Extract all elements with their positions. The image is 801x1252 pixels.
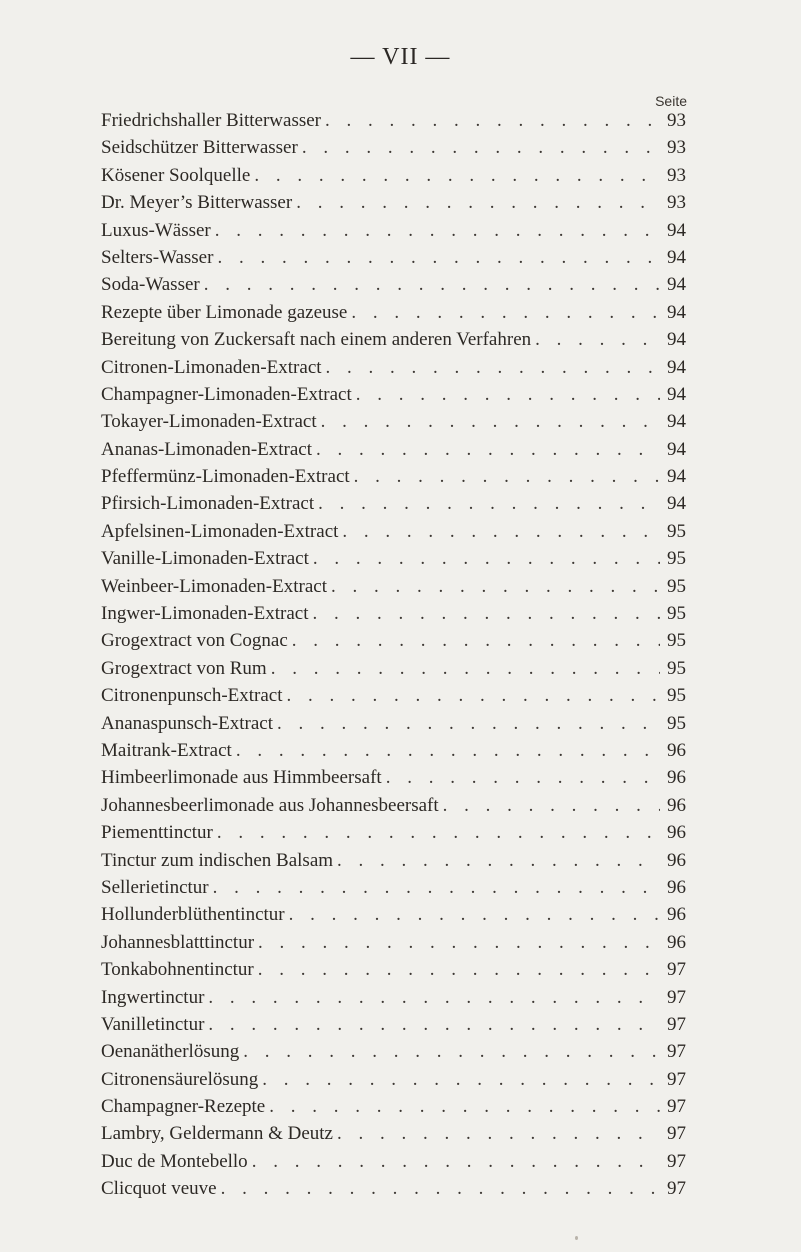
toc-entry [101, 329, 686, 356]
toc-entry-page: 94 [667, 301, 686, 323]
toc-entry-page: 94 [667, 329, 686, 351]
toc-entry-page: 97 [667, 1041, 686, 1063]
toc-entry-page: 96 [667, 876, 686, 898]
toc-entry-title: Pfeffermünz-Limonaden-Extract [101, 466, 350, 488]
toc-entry [101, 548, 686, 575]
toc-entry [101, 850, 686, 877]
toc-entry-title: Soda-Wasser [101, 274, 200, 296]
toc-entry [101, 1151, 686, 1178]
toc-entry [101, 685, 686, 712]
dot-leader [337, 1123, 660, 1145]
toc-entry-page: 95 [667, 520, 686, 542]
toc-entry-page: 97 [667, 1150, 686, 1172]
toc-entry [101, 740, 686, 767]
dot-leader [296, 192, 660, 214]
toc-entry-title: Clicquot veuve [101, 1178, 217, 1200]
toc-entry-title: Lambry, Geldermann & Deutz [101, 1123, 333, 1145]
toc-entry [101, 576, 686, 603]
toc-entry-title: Luxus-Wässer [101, 219, 211, 241]
toc-entry-page: 97 [667, 1068, 686, 1090]
toc-entry [101, 1178, 686, 1205]
dot-leader [292, 630, 660, 652]
toc-entry-title: Johannesblatttinctur [101, 931, 255, 953]
toc-entry-title: Ingwertinctur [101, 986, 205, 1008]
toc-entry [101, 713, 686, 740]
dot-leader [287, 685, 660, 707]
toc-entry-title: Pfirsich-Limonaden-Extract [101, 493, 315, 515]
toc-entry-page: 97 [667, 1178, 686, 1200]
toc-entry-title: Tokayer-Limonaden-Extract [101, 411, 317, 433]
toc-entry-page: 96 [667, 849, 686, 871]
toc-entry [101, 822, 686, 849]
toc-entry-page: 97 [667, 1096, 686, 1118]
toc-entry [101, 110, 686, 137]
toc-entry [101, 493, 686, 520]
toc-entry [101, 1096, 686, 1123]
toc-entry-page: 93 [667, 164, 686, 186]
toc-entry [101, 274, 686, 301]
toc-entry-page: 95 [667, 548, 686, 570]
toc-entry-title: Citronenpunsch-Extract [101, 685, 283, 707]
dot-leader [217, 822, 660, 844]
toc-entry [101, 192, 686, 219]
toc-entry-page: 94 [667, 246, 686, 268]
toc-entry-title: Tinctur zum indischen Balsam [101, 849, 334, 871]
toc-entry-title: Apfelsinen-Limonaden-Extract [101, 520, 339, 542]
toc-entry [101, 767, 686, 794]
toc-entry [101, 466, 686, 493]
toc-entry-title: Friedrichshaller Bitterwasser [101, 110, 322, 131]
toc-entry-title: Selters-Wasser [101, 246, 214, 268]
dot-leader [325, 110, 660, 132]
toc-entry [101, 165, 686, 192]
toc-entry-title: Seidschützer Bitterwasser [101, 137, 298, 159]
toc-entry-title: Himbeerlimonade aus Himmbeersaft [101, 767, 382, 789]
toc-entry [101, 987, 686, 1014]
toc-entry-title: Bereitung von Zuckersaft nach einem anderen Verfahren [101, 329, 532, 351]
dot-leader [289, 904, 660, 926]
toc-entry [101, 411, 686, 438]
toc-entry [101, 439, 686, 466]
toc-entry [101, 658, 686, 685]
dot-leader [342, 521, 660, 543]
toc-entry-page: 97 [667, 1013, 686, 1035]
dot-leader [443, 795, 660, 817]
toc-entry [101, 247, 686, 274]
toc-entry [101, 795, 686, 822]
toc-entry-title: Johannesbeerlimonade aus Johannesbeersaft [101, 794, 439, 816]
dot-leader [204, 274, 660, 296]
dot-leader [313, 548, 660, 570]
ink-speck [575, 1236, 578, 1240]
toc-entry [101, 904, 686, 931]
dot-leader [326, 357, 660, 379]
dot-leader [208, 1014, 660, 1036]
toc-entry-page: 94 [667, 383, 686, 405]
toc-entry-title: Ananas-Limonaden-Extract [101, 438, 313, 460]
toc-entry-title: Duc de Montebello [101, 1150, 248, 1172]
toc-entry-title: Ananaspunsch-Extract [101, 712, 273, 734]
toc-entry-title: Grogextract von Rum [101, 657, 267, 679]
toc-entry-title: Vanilletinctur [101, 1013, 205, 1035]
toc-entry [101, 603, 686, 630]
toc-entry [101, 1069, 686, 1096]
toc-entry [101, 521, 686, 548]
toc-entry-page: 97 [667, 959, 686, 981]
toc-entry-page: 95 [667, 630, 686, 652]
toc-entry [101, 1123, 686, 1150]
dot-leader [258, 932, 660, 954]
toc-entry [101, 932, 686, 959]
toc-entry [101, 357, 686, 384]
dot-leader [262, 1069, 660, 1091]
toc-entry [101, 220, 686, 247]
toc-entry [101, 1014, 686, 1041]
toc-entry-title: Maitrank-Extract [101, 739, 232, 761]
toc-entry [101, 302, 686, 329]
toc-entry-title: Sellerietinctur [101, 876, 209, 898]
toc-entry-page: 96 [667, 822, 686, 844]
toc-entry-page: 97 [667, 1123, 686, 1145]
toc-entry [101, 959, 686, 986]
toc-entry-page: 93 [667, 192, 686, 214]
toc-entry-title: Kösener Soolquelle [101, 164, 251, 186]
toc-entry-page: 95 [667, 712, 686, 734]
table-of-contents [101, 110, 686, 1206]
toc-entry-title: Tonkabohnentinctur [101, 959, 254, 981]
dot-leader [312, 603, 660, 625]
dot-leader [213, 877, 660, 899]
dot-leader [302, 137, 660, 159]
toc-entry-page: 95 [667, 685, 686, 707]
toc-entry-page: 96 [667, 794, 686, 816]
toc-entry-page: 94 [667, 274, 686, 296]
dot-leader [356, 384, 660, 406]
dot-leader [354, 466, 660, 488]
toc-entry-title: Ingwer-Limonaden-Extract [101, 603, 309, 625]
dot-leader [535, 329, 660, 351]
dot-leader [386, 767, 660, 789]
dot-leader [221, 1178, 660, 1200]
toc-entry-page: 96 [667, 931, 686, 953]
dot-leader [321, 411, 660, 433]
toc-entry [101, 630, 686, 657]
dot-leader [208, 987, 660, 1009]
dot-leader [258, 959, 660, 981]
dot-leader [337, 850, 660, 872]
toc-entry-page: 94 [667, 438, 686, 460]
toc-entry-page: 94 [667, 411, 686, 433]
toc-entry-page: 94 [667, 356, 686, 378]
dot-leader [331, 576, 660, 598]
toc-entry-page: 93 [667, 110, 686, 131]
toc-entry-title: Grogextract von Cognac [101, 630, 288, 652]
toc-entry-page: 95 [667, 657, 686, 679]
toc-entry-title: Rezepte über Limonade gazeuse [101, 301, 348, 323]
toc-entry-title: Weinbeer-Limonaden-Extract [101, 575, 327, 597]
dot-leader [217, 247, 660, 269]
toc-entry-page: 94 [667, 219, 686, 241]
toc-entry-page: 95 [667, 575, 686, 597]
dot-leader [252, 1151, 660, 1173]
toc-entry-title: Hollunderblüthentinctur [101, 904, 285, 926]
toc-entry-title: Dr. Meyer’s Bitterwasser [101, 192, 293, 214]
dot-leader [271, 658, 660, 680]
toc-entry-page: 96 [667, 904, 686, 926]
toc-entry-page: 93 [667, 137, 686, 159]
page-number-header: — VII — [350, 44, 451, 70]
dot-leader [318, 493, 660, 515]
toc-entry-page: 94 [667, 493, 686, 515]
dot-leader [236, 740, 660, 762]
dot-leader [215, 220, 660, 242]
toc-entry-page: 94 [667, 466, 686, 488]
toc-entry [101, 137, 686, 164]
dot-leader [316, 439, 660, 461]
toc-entry-title: Champagner-Limonaden-Extract [101, 383, 352, 405]
page-column-label: Seite [655, 93, 687, 109]
toc-entry-title: Oenanätherlösung [101, 1041, 240, 1063]
dot-leader [269, 1096, 660, 1118]
toc-entry-page: 96 [667, 739, 686, 761]
toc-entry [101, 384, 686, 411]
dot-leader [254, 165, 660, 187]
toc-entry [101, 877, 686, 904]
dot-leader [277, 713, 660, 735]
toc-entry-page: 96 [667, 767, 686, 789]
toc-entry-title: Champagner-Rezepte [101, 1096, 266, 1118]
toc-entry [101, 1041, 686, 1068]
dot-leader [351, 302, 660, 324]
toc-entry-page: 95 [667, 603, 686, 625]
toc-entry-title: Piementtinctur [101, 822, 213, 844]
dot-leader [243, 1041, 660, 1063]
toc-entry-title: Citronen-Limonaden-Extract [101, 356, 322, 378]
toc-entry-title: Citronensäurelösung [101, 1068, 259, 1090]
toc-entry-page: 97 [667, 986, 686, 1008]
toc-entry-title: Vanille-Limonaden-Extract [101, 548, 309, 570]
